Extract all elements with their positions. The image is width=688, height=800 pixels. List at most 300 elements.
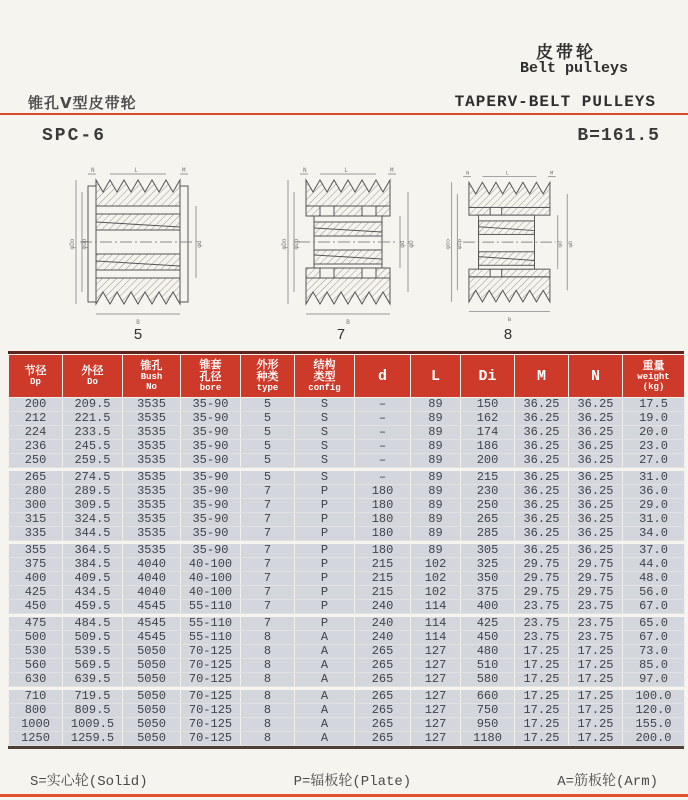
- table-row: [9, 600, 685, 614]
- dim-label-d-outer: φD: [567, 240, 575, 248]
- cell-weight: 37.0: [623, 544, 685, 558]
- cell-type: 7: [241, 600, 295, 614]
- cell-N: 17.25: [569, 732, 623, 746]
- dim-label-do-outer: φDo: [444, 238, 452, 250]
- cell-type: 8: [241, 718, 295, 732]
- cell-dp: 710: [9, 690, 63, 704]
- dim-label-dp: φDp: [293, 238, 300, 250]
- cell-dp: 212: [9, 412, 63, 426]
- column-header-dp: 节径 Dp: [9, 355, 63, 398]
- table-row: [9, 412, 685, 426]
- table-row: [9, 527, 685, 541]
- cell-type: 8: [241, 631, 295, 645]
- cell-do: 409.5: [63, 572, 123, 586]
- cell-L: 127: [411, 645, 461, 659]
- cell-type: 5: [241, 412, 295, 426]
- cell-config: P: [295, 586, 355, 600]
- cell-weight: 34.0: [623, 527, 685, 541]
- cell-Di: 660: [461, 690, 515, 704]
- cell-dp: 530: [9, 645, 63, 659]
- cell-dp: 375: [9, 558, 63, 572]
- cell-bush: 4040: [123, 558, 181, 572]
- cell-type: 5: [241, 454, 295, 468]
- cell-do: 384.5: [63, 558, 123, 572]
- cell-L: 127: [411, 704, 461, 718]
- cell-d: –: [355, 398, 411, 412]
- cell-weight: 73.0: [623, 645, 685, 659]
- dim-label-m: M: [390, 167, 394, 174]
- cell-bush: 3535: [123, 499, 181, 513]
- cell-weight: 85.0: [623, 659, 685, 673]
- cell-type: 8: [241, 645, 295, 659]
- cell-bush: 4040: [123, 572, 181, 586]
- dim-label-n: N: [303, 167, 307, 174]
- table-row: [9, 718, 685, 732]
- cell-weight: 48.0: [623, 572, 685, 586]
- dim-label-n: N: [466, 169, 470, 177]
- cell-Di: 200: [461, 454, 515, 468]
- table-row: [9, 454, 685, 468]
- table-row: [9, 426, 685, 440]
- cell-type: 7: [241, 558, 295, 572]
- dim-label-b: B: [507, 316, 512, 324]
- column-header-type: 外形 种类 type: [241, 355, 295, 398]
- cell-config: A: [295, 631, 355, 645]
- cell-N: 17.25: [569, 645, 623, 659]
- column-header-Di: Di: [461, 355, 515, 398]
- table-row: [9, 398, 685, 412]
- table-row: [9, 645, 685, 659]
- cell-L: 114: [411, 617, 461, 631]
- model-code: SPC-6: [42, 126, 107, 146]
- cell-N: 17.25: [569, 704, 623, 718]
- cell-bore: 70-125: [181, 659, 241, 673]
- cell-L: 89: [411, 412, 461, 426]
- cell-type: 8: [241, 704, 295, 718]
- cell-bore: 70-125: [181, 704, 241, 718]
- cell-M: 17.25: [515, 690, 569, 704]
- cell-N: 17.25: [569, 718, 623, 732]
- cell-bush: 5050: [123, 645, 181, 659]
- cell-config: P: [295, 527, 355, 541]
- cell-M: 29.75: [515, 586, 569, 600]
- cell-do: 245.5: [63, 440, 123, 454]
- cell-bore: 35-90: [181, 544, 241, 558]
- cell-bush: 4545: [123, 600, 181, 614]
- cell-do: 809.5: [63, 704, 123, 718]
- table-row: [9, 572, 685, 586]
- cell-bore: 70-125: [181, 690, 241, 704]
- table-row: [9, 617, 685, 631]
- cell-bore: 35-90: [181, 513, 241, 527]
- cell-type: 8: [241, 659, 295, 673]
- cell-L: 114: [411, 631, 461, 645]
- cell-L: 89: [411, 485, 461, 499]
- column-header-weight: 重量 weight (kg): [623, 355, 685, 398]
- cell-bore: 70-125: [181, 673, 241, 687]
- dim-label-n: N: [91, 167, 95, 174]
- cell-bush: 3535: [123, 527, 181, 541]
- cell-bore: 35-90: [181, 485, 241, 499]
- cell-do: 221.5: [63, 412, 123, 426]
- cell-Di: 230: [461, 485, 515, 499]
- cell-N: 36.25: [569, 485, 623, 499]
- cell-d: 180: [355, 544, 411, 558]
- cell-dp: 560: [9, 659, 63, 673]
- cell-N: 36.25: [569, 527, 623, 541]
- cell-config: P: [295, 617, 355, 631]
- page-title-en: Belt pulleys: [519, 60, 628, 77]
- cell-config: P: [295, 544, 355, 558]
- cell-config: S: [295, 398, 355, 412]
- spec-table-body: [9, 398, 685, 746]
- table-row: [9, 732, 685, 746]
- cell-d: 265: [355, 645, 411, 659]
- cell-config: P: [295, 485, 355, 499]
- cell-config: A: [295, 718, 355, 732]
- cell-M: 36.25: [515, 440, 569, 454]
- belt-width-value: B=161.5: [577, 126, 660, 146]
- cell-bore: 35-90: [181, 398, 241, 412]
- cell-N: 29.75: [569, 572, 623, 586]
- cell-bush: 4545: [123, 631, 181, 645]
- cell-Di: 285: [461, 527, 515, 541]
- cell-dp: 250: [9, 454, 63, 468]
- cell-bore: 35-90: [181, 426, 241, 440]
- cell-do: 233.5: [63, 426, 123, 440]
- cell-type: 7: [241, 513, 295, 527]
- dim-label-d-right: φd: [399, 240, 406, 248]
- cell-type: 7: [241, 586, 295, 600]
- column-header-bore: 锥套 孔径 bore: [181, 355, 241, 398]
- series-title-cn: 锥孔V型皮带轮: [28, 94, 137, 112]
- cell-bore: 35-90: [181, 527, 241, 541]
- cell-do: 509.5: [63, 631, 123, 645]
- cell-do: 434.5: [63, 586, 123, 600]
- cell-weight: 155.0: [623, 718, 685, 732]
- table-row: [9, 586, 685, 600]
- cell-M: 17.25: [515, 732, 569, 746]
- cell-config: S: [295, 412, 355, 426]
- cell-bush: 3535: [123, 398, 181, 412]
- dim-label-l: L: [344, 167, 348, 174]
- cell-d: 180: [355, 527, 411, 541]
- cell-weight: 31.0: [623, 513, 685, 527]
- cell-weight: 20.0: [623, 426, 685, 440]
- cell-N: 36.25: [569, 398, 623, 412]
- cell-config: P: [295, 572, 355, 586]
- cell-Di: 480: [461, 645, 515, 659]
- cell-M: 17.25: [515, 704, 569, 718]
- cell-N: 36.25: [569, 513, 623, 527]
- cell-d: 215: [355, 586, 411, 600]
- cell-Di: 150: [461, 398, 515, 412]
- cell-M: 17.25: [515, 718, 569, 732]
- legend-plate: P=辐板轮(Plate): [293, 774, 412, 790]
- cell-dp: 500: [9, 631, 63, 645]
- cell-d: 240: [355, 600, 411, 614]
- cell-Di: 162: [461, 412, 515, 426]
- cell-dp: 800: [9, 704, 63, 718]
- column-header-M: M: [515, 355, 569, 398]
- dim-label-d-right: φd: [556, 240, 564, 248]
- cell-bush: 5050: [123, 732, 181, 746]
- cell-L: 127: [411, 732, 461, 746]
- cell-dp: 224: [9, 426, 63, 440]
- cell-M: 36.25: [515, 471, 569, 485]
- cell-dp: 450: [9, 600, 63, 614]
- cell-weight: 36.0: [623, 485, 685, 499]
- cell-d: 265: [355, 659, 411, 673]
- cell-L: 127: [411, 690, 461, 704]
- cell-weight: 23.0: [623, 440, 685, 454]
- cell-d: 265: [355, 732, 411, 746]
- cell-Di: 450: [461, 631, 515, 645]
- cell-L: 114: [411, 600, 461, 614]
- cell-dp: 1000: [9, 718, 63, 732]
- cell-Di: 174: [461, 426, 515, 440]
- cell-M: 36.25: [515, 485, 569, 499]
- cell-L: 127: [411, 718, 461, 732]
- cell-Di: 425: [461, 617, 515, 631]
- cell-do: 209.5: [63, 398, 123, 412]
- cell-dp: 265: [9, 471, 63, 485]
- cell-N: 29.75: [569, 558, 623, 572]
- cell-dp: 236: [9, 440, 63, 454]
- type-legend: [0, 770, 688, 790]
- cell-d: –: [355, 471, 411, 485]
- cell-weight: 19.0: [623, 412, 685, 426]
- cell-dp: 335: [9, 527, 63, 541]
- dim-label-do-outer: φDo: [69, 238, 76, 250]
- cell-L: 89: [411, 454, 461, 468]
- figure-label-5: 5: [133, 327, 143, 344]
- cell-type: 7: [241, 485, 295, 499]
- cell-bore: 40-100: [181, 586, 241, 600]
- cell-L: 89: [411, 471, 461, 485]
- cell-type: 5: [241, 398, 295, 412]
- cell-do: 459.5: [63, 600, 123, 614]
- cell-bore: 35-90: [181, 499, 241, 513]
- dim-label-b: B: [136, 319, 140, 326]
- dim-label-dp: φDp: [81, 238, 88, 250]
- table-row: [9, 485, 685, 499]
- cell-bush: 3535: [123, 471, 181, 485]
- cell-bush: 3535: [123, 454, 181, 468]
- cell-bush: 5050: [123, 718, 181, 732]
- cell-bush: 3535: [123, 485, 181, 499]
- cell-d: 215: [355, 558, 411, 572]
- cell-do: 539.5: [63, 645, 123, 659]
- cell-dp: 425: [9, 586, 63, 600]
- table-row: [9, 499, 685, 513]
- cell-M: 36.25: [515, 513, 569, 527]
- cell-do: 1259.5: [63, 732, 123, 746]
- cell-d: 265: [355, 718, 411, 732]
- cell-config: P: [295, 600, 355, 614]
- column-header-d: d: [355, 355, 411, 398]
- cell-bore: 55-110: [181, 631, 241, 645]
- cell-bore: 70-125: [181, 718, 241, 732]
- table-row: [9, 471, 685, 485]
- cell-weight: 31.0: [623, 471, 685, 485]
- cell-weight: 67.0: [623, 631, 685, 645]
- cell-weight: 120.0: [623, 704, 685, 718]
- cell-config: P: [295, 558, 355, 572]
- cell-Di: 510: [461, 659, 515, 673]
- cell-N: 23.75: [569, 600, 623, 614]
- cell-M: 17.25: [515, 645, 569, 659]
- cell-weight: 100.0: [623, 690, 685, 704]
- cell-weight: 200.0: [623, 732, 685, 746]
- cell-Di: 305: [461, 544, 515, 558]
- cell-Di: 400: [461, 600, 515, 614]
- cell-d: 215: [355, 572, 411, 586]
- cell-weight: 17.5: [623, 398, 685, 412]
- dim-label-d-right: φd: [196, 240, 203, 248]
- cell-Di: 950: [461, 718, 515, 732]
- pulley-cross-section-type5-icon: [66, 166, 206, 326]
- cell-M: 36.25: [515, 398, 569, 412]
- legend-solid: S=实心轮(Solid): [30, 774, 148, 790]
- cell-d: 180: [355, 513, 411, 527]
- cell-weight: 27.0: [623, 454, 685, 468]
- figure-label-7: 7: [336, 327, 346, 344]
- series-title-en: TAPERV-BELT PULLEYS: [454, 93, 656, 111]
- dim-label-do-outer: φDo: [281, 238, 288, 250]
- cell-weight: 29.0: [623, 499, 685, 513]
- cell-dp: 315: [9, 513, 63, 527]
- cell-L: 127: [411, 659, 461, 673]
- cell-N: 23.75: [569, 617, 623, 631]
- cell-do: 274.5: [63, 471, 123, 485]
- spec-table-wrap: [8, 351, 684, 749]
- cell-M: 36.25: [515, 412, 569, 426]
- cell-M: 17.25: [515, 673, 569, 687]
- cell-d: 180: [355, 499, 411, 513]
- cell-L: 89: [411, 544, 461, 558]
- cell-d: –: [355, 454, 411, 468]
- table-row: [9, 440, 685, 454]
- cell-type: 5: [241, 440, 295, 454]
- cell-weight: 56.0: [623, 586, 685, 600]
- cell-type: 7: [241, 527, 295, 541]
- dim-label-b: B: [346, 319, 350, 326]
- cell-N: 17.25: [569, 690, 623, 704]
- cell-bush: 3535: [123, 426, 181, 440]
- cell-do: 484.5: [63, 617, 123, 631]
- column-header-L: L: [411, 355, 461, 398]
- cell-config: A: [295, 659, 355, 673]
- cell-type: 8: [241, 732, 295, 746]
- cell-bore: 35-90: [181, 440, 241, 454]
- cell-d: 240: [355, 631, 411, 645]
- cell-do: 1009.5: [63, 718, 123, 732]
- cell-type: 8: [241, 690, 295, 704]
- spec-table: [8, 354, 685, 746]
- table-row: [9, 690, 685, 704]
- cell-config: P: [295, 499, 355, 513]
- cell-L: 127: [411, 673, 461, 687]
- cell-M: 36.25: [515, 544, 569, 558]
- cell-type: 5: [241, 426, 295, 440]
- cell-weight: 67.0: [623, 600, 685, 614]
- cell-N: 23.75: [569, 631, 623, 645]
- cell-config: S: [295, 440, 355, 454]
- cell-M: 17.25: [515, 659, 569, 673]
- dim-label-l: L: [134, 167, 138, 174]
- footer-divider-line: [0, 794, 688, 797]
- cell-bore: 40-100: [181, 572, 241, 586]
- figure-label-8: 8: [503, 327, 513, 344]
- cell-type: 7: [241, 499, 295, 513]
- column-header-bush: 锥孔 Bush No: [123, 355, 181, 398]
- cell-bush: 5050: [123, 659, 181, 673]
- cell-bush: 3535: [123, 513, 181, 527]
- cell-Di: 325: [461, 558, 515, 572]
- cell-do: 309.5: [63, 499, 123, 513]
- cell-dp: 1250: [9, 732, 63, 746]
- cell-N: 36.25: [569, 440, 623, 454]
- cell-Di: 215: [461, 471, 515, 485]
- cell-L: 89: [411, 426, 461, 440]
- cell-bush: 3535: [123, 544, 181, 558]
- cell-d: 265: [355, 673, 411, 687]
- cell-bush: 4040: [123, 586, 181, 600]
- cell-M: 23.75: [515, 617, 569, 631]
- cell-do: 289.5: [63, 485, 123, 499]
- cell-bush: 4545: [123, 617, 181, 631]
- cell-config: S: [295, 426, 355, 440]
- cell-dp: 200: [9, 398, 63, 412]
- pulley-cross-section-type7-icon: [276, 166, 416, 326]
- cell-N: 36.25: [569, 412, 623, 426]
- cell-do: 364.5: [63, 544, 123, 558]
- cell-N: 36.25: [569, 499, 623, 513]
- cell-config: A: [295, 645, 355, 659]
- cell-do: 344.5: [63, 527, 123, 541]
- cell-type: 5: [241, 471, 295, 485]
- cell-type: 7: [241, 617, 295, 631]
- cell-L: 89: [411, 499, 461, 513]
- cell-M: 36.25: [515, 454, 569, 468]
- cell-L: 102: [411, 558, 461, 572]
- cell-dp: 300: [9, 499, 63, 513]
- pulley-cross-section-type8-icon: [440, 166, 575, 326]
- cell-bore: 70-125: [181, 645, 241, 659]
- cell-type: 7: [241, 544, 295, 558]
- cell-L: 89: [411, 440, 461, 454]
- cell-weight: 65.0: [623, 617, 685, 631]
- cell-dp: 355: [9, 544, 63, 558]
- cell-weight: 44.0: [623, 558, 685, 572]
- cell-Di: 186: [461, 440, 515, 454]
- cell-dp: 400: [9, 572, 63, 586]
- cell-Di: 375: [461, 586, 515, 600]
- cell-N: 36.25: [569, 544, 623, 558]
- column-header-config: 结构 类型 config: [295, 355, 355, 398]
- header-divider-line: [0, 113, 688, 115]
- cell-M: 36.25: [515, 499, 569, 513]
- cell-dp: 475: [9, 617, 63, 631]
- cell-bush: 5050: [123, 690, 181, 704]
- table-row: [9, 513, 685, 527]
- cell-config: P: [295, 513, 355, 527]
- cell-do: 639.5: [63, 673, 123, 687]
- cell-bush: 5050: [123, 704, 181, 718]
- cell-bush: 3535: [123, 412, 181, 426]
- cell-bore: 70-125: [181, 732, 241, 746]
